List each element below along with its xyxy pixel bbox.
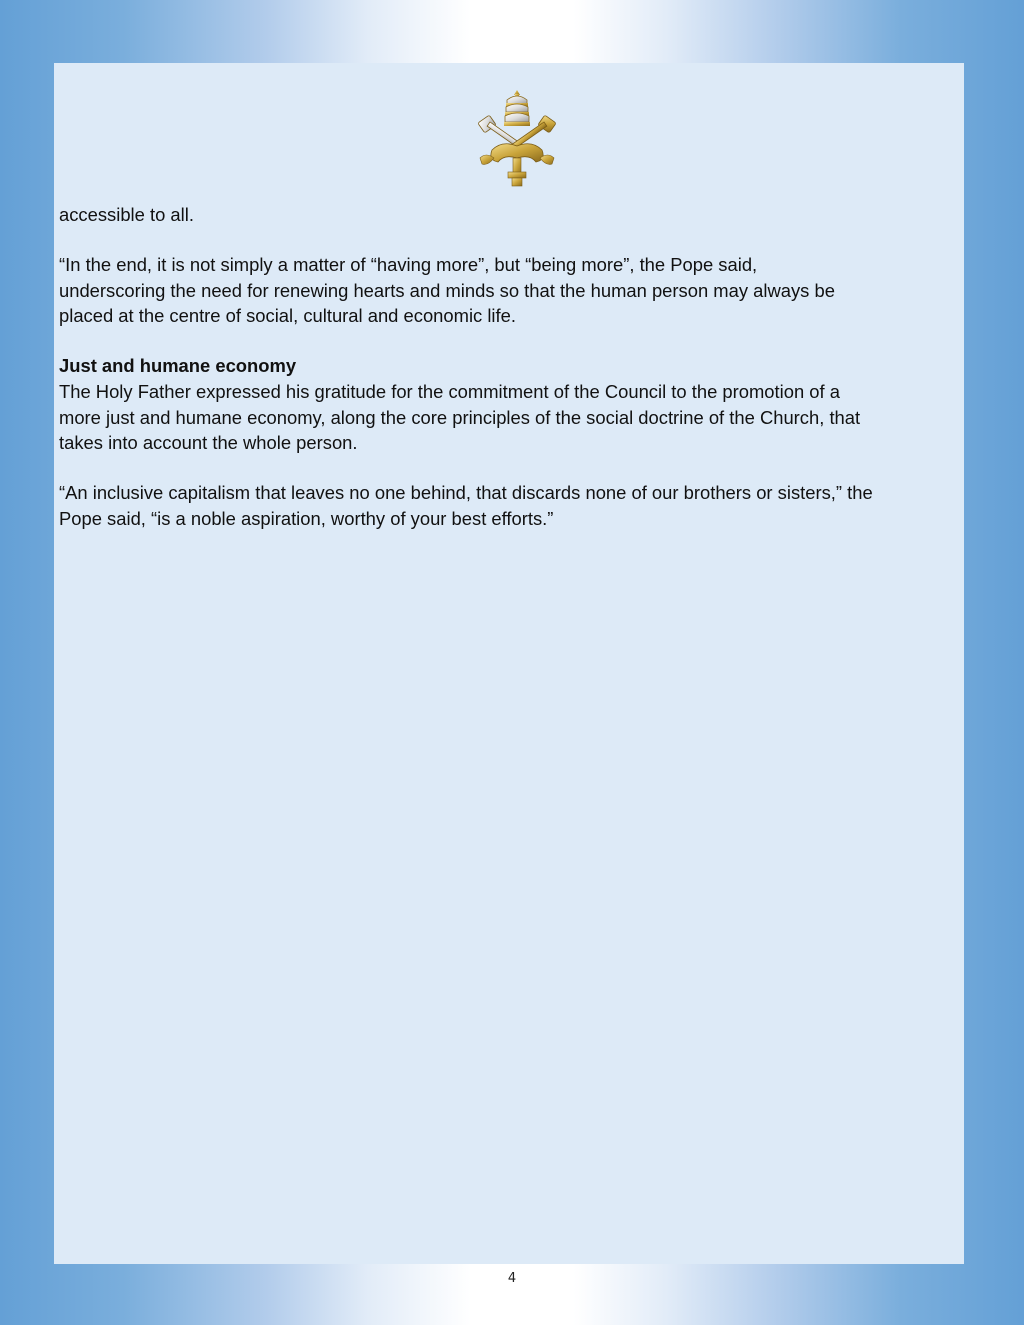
paragraph-line: underscoring the need for renewing hearts and minds so that the human person may always be xyxy=(59,279,835,301)
paragraph-line: accessible to all. xyxy=(59,204,194,225)
papal-coat-of-arms-icon xyxy=(474,88,560,190)
page-number: 4 xyxy=(507,1271,517,1286)
paragraph-line: takes into account the whole person. xyxy=(59,432,358,454)
paragraph-line: The Holy Father expressed his gratitude for the commitment of the Council to the promotion of a xyxy=(59,380,840,402)
quote-line: “An inclusive capitalism that leaves no one behind, that discards none of our brothers or sisters,” the xyxy=(59,482,873,504)
document-body xyxy=(59,202,959,531)
section-heading: Just and humane economy xyxy=(59,355,297,377)
paragraph-line: “In the end, it is not simply a matter of “having more”, but “being more”, the Pope said, xyxy=(59,254,758,276)
paragraph-line: more just and humane economy, along the core principles of the social doctrine of the Church, that xyxy=(59,406,861,428)
paragraph-line: placed at the centre of social, cultural and economic life. xyxy=(59,305,516,327)
quote-line: Pope said, “is a noble aspiration, worthy of your best efforts.” xyxy=(59,507,554,529)
